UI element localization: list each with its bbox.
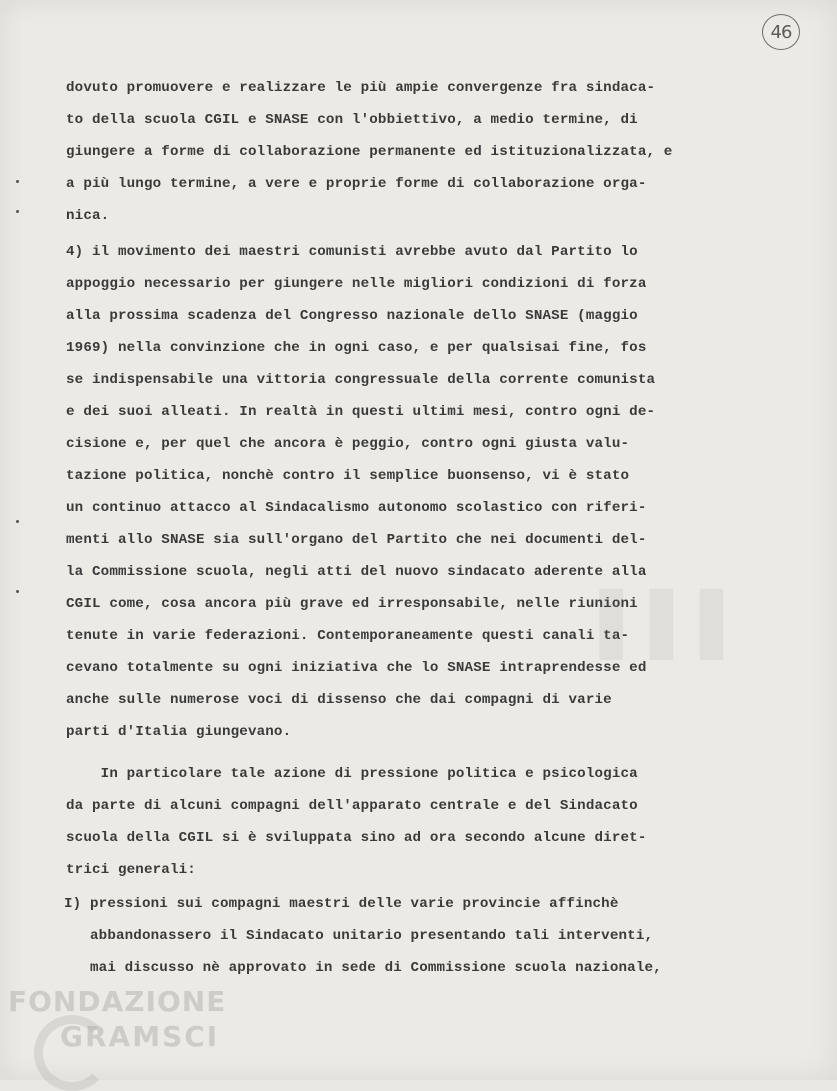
text-line: appoggio necessario per giungere nelle migliori condizioni di forza bbox=[66, 276, 647, 292]
text-line: In particolare tale azione di pressione politica e psicologica bbox=[66, 766, 638, 782]
text-line: 4) il movimento dei maestri comunisti avrebbe avuto dal Partito lo bbox=[66, 244, 638, 260]
text-line: tenute in varie federazioni. Contemporaneamente questi canali ta- bbox=[66, 628, 630, 644]
text-line: la Commissione scuola, negli atti del nuovo sindacato aderente alla bbox=[66, 564, 647, 580]
text-line: cevano totalmente su ogni iniziativa che lo SNASE intraprendesse ed bbox=[66, 660, 647, 676]
text-line: da parte di alcuni compagni dell'apparato centrale e del Sindacato bbox=[66, 798, 638, 814]
text-line: cisione e, per quel che ancora è peggio, contro ogni giusta valu- bbox=[66, 436, 630, 452]
page-number-circle: 46 bbox=[762, 14, 800, 50]
archive-watermark bbox=[8, 985, 226, 1053]
text-line: I) pressioni sui compagni maestri delle varie provincie affinchè bbox=[64, 896, 619, 912]
text-line: se indispensabile una vittoria congressuale della corrente comunista bbox=[66, 372, 656, 388]
text-line: un continuo attacco al Sindacalismo autonomo scolastico con riferi- bbox=[66, 500, 647, 516]
text-line: tazione politica, nonchè contro il semplice buonsenso, vi è stato bbox=[66, 468, 630, 484]
text-line: mai discusso nè approvato in sede di Commissione scuola nazionale, bbox=[64, 960, 662, 976]
text-line: nica. bbox=[66, 208, 110, 224]
text-line: alla prossima scadenza del Congresso nazionale dello SNASE (maggio bbox=[66, 308, 638, 324]
text-line: anche sulle numerose voci di dissenso che dai compagni di varie bbox=[66, 692, 612, 708]
text-line: CGIL come, cosa ancora più grave ed irresponsabile, nelle riunioni bbox=[66, 596, 638, 612]
binding-hole-mark bbox=[16, 520, 19, 523]
text-line: e dei suoi alleati. In realtà in questi ultimi mesi, contro ogni de- bbox=[66, 404, 656, 420]
binding-hole-mark bbox=[16, 210, 19, 213]
text-line: trici generali: bbox=[66, 862, 196, 878]
bleed-through-text: ▌▌▌ bbox=[600, 590, 751, 660]
binding-hole-mark bbox=[16, 180, 19, 183]
text-line: parti d'Italia giungevano. bbox=[66, 724, 292, 740]
text-line: menti allo SNASE sia sull'organo del Partito che nei documenti del- bbox=[66, 532, 647, 548]
text-line: giungere a forme di collaborazione permanente ed istituzionalizzata, e bbox=[66, 144, 673, 160]
text-line: 1969) nella convinzione che in ogni caso, e per qualsisai fine, fos bbox=[66, 340, 647, 356]
watermark-line-1: FONDAZIONE bbox=[8, 985, 227, 1018]
text-line: to della scuola CGIL e SNASE con l'obbiettivo, a medio termine, di bbox=[66, 112, 638, 128]
watermark-line-2: GRAMSCI bbox=[60, 1020, 220, 1053]
binding-hole-mark bbox=[16, 590, 19, 593]
text-line: a più lungo termine, a vere e proprie forme di collaborazione orga- bbox=[66, 176, 647, 192]
text-line: abbandonassero il Sindacato unitario presentando tali interventi, bbox=[64, 928, 654, 944]
text-line: scuola della CGIL si è sviluppata sino ad ora secondo alcune diret- bbox=[66, 830, 647, 846]
text-line: dovuto promuovere e realizzare le più ampie convergenze fra sindaca- bbox=[66, 80, 656, 96]
